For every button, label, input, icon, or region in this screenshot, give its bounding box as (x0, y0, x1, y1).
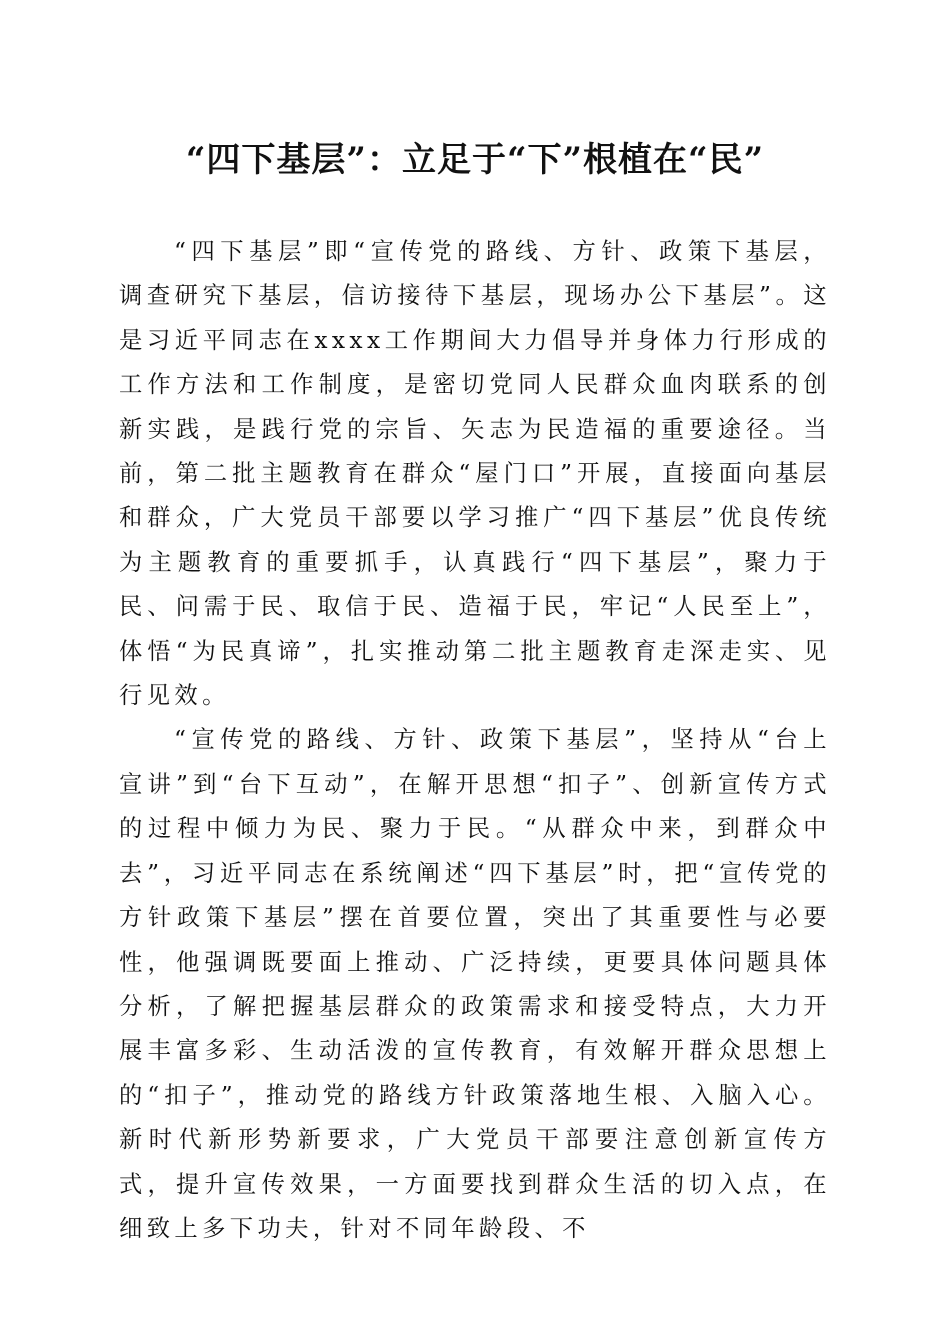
paragraph-2: “宣传党的路线、方针、政策下基层”，坚持从“台上宣讲”到“台下互动”，在解开思想“扣子”、创新宣传方式的过程中倾力为民、聚力于民。“从群众中来，到群众中去”，习近平同志在系统阐述“四下基层”时，把“宣传党的方针政策下基层”摆在首要位置，突出了其重要性与必要性，他强调既要面上推动、广泛持续，更要具体问题具体分析，了解把握基层群众的政策需求和接受特点，大力开展丰富多彩、生动活泼的宣传教育，有效解开群众思想上的“扣子”，推动党的路线方针政策落地生根、入脑入心。新时代新形势新要求，广大党员干部要注意创新宣传方式，提升宣传效果，一方面要找到群众生活的切入点，在细致上多下功夫，针对不同年龄段、不 (119, 726, 831, 1242)
document-body (119, 230, 831, 1251)
paragraph-1: “四下基层”即“宣传党的路线、方针、政策下基层，调查研究下基层，信访接待下基层，现场办公下基层”。这是习近平同志在xxxx工作期间大力倡导并身体力行形成的工作方法和工作制度，是密切党同人民群众血肉联系的创新实践，是践行党的宗旨、矢志为民造福的重要途径。当前，第二批主题教育在群众“屋门口”开展，直接面向基层和群众，广大党员干部要以学习推广“四下基层”优良传统为主题教育的重要抓手，认真践行“四下基层”，聚力于民、问需于民、取信于民、造福于民，牢记“人民至上”，体悟“为民真谛”，扎实推动第二批主题教育走深走实、见行见效。 (119, 238, 831, 710)
document-title: “四下基层”：立足于“下”根植在“民” (185, 140, 765, 180)
